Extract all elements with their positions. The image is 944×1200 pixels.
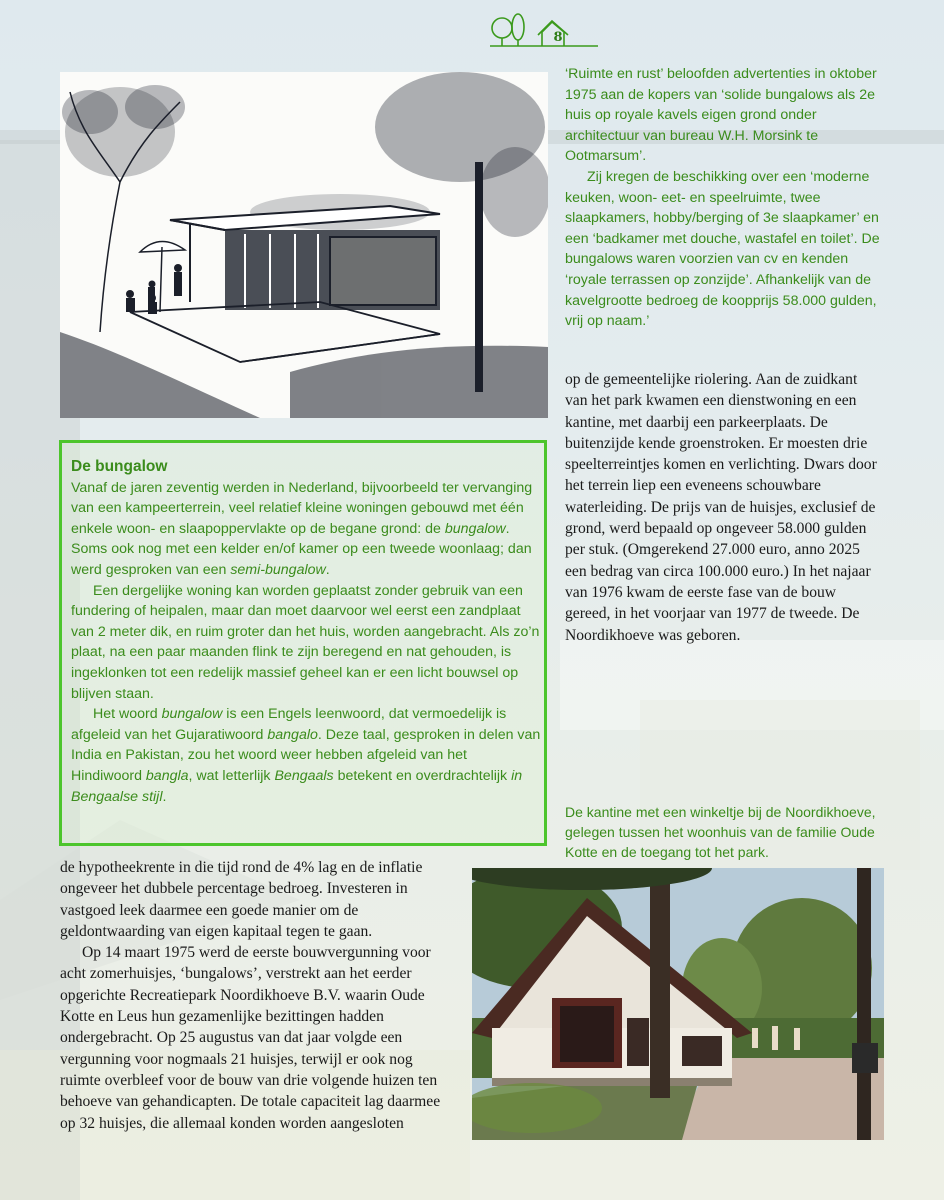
article-column-bottom	[60, 857, 452, 1134]
sidebar-title: De bungalow	[71, 458, 168, 475]
article-column-right	[565, 369, 883, 646]
article-paragraph: op de gemeentelijke riolering. Aan de zuidkant van het park kwamen een dienstwoning en een kantine, met daarbij een parkeerplaats. De buitenzijde kende groenstroken. Er moesten drie speelterreintjes komen en verlichting. Dwars door het terrein liep een eveneens schouwbare waterleiding. De prijs van de huisjes, exclusief de grond, werd bepaald op ongeveer 58.000 gulden per stuk. (Omgerekend 27.000 euro, anno 2025 een bedrag van circa 100.000 euro.) In het najaar van 1976 kwam de eerste fase van de bouw gereed, in het voorjaar van 1977 de tweede. De Noordikhoeve was geboren.	[565, 371, 877, 644]
bungalow-sketch-illustration	[60, 72, 548, 418]
kantine-photo	[472, 868, 884, 1140]
bungalow-sidebar-box	[59, 440, 547, 846]
sidebar-paragraph: Het woord bungalow is een Engels leenwoord, dat vermoedelijk is afgeleid van het Gujaratiwoord bangalo. Deze taal, gesproken in delen van India en Pakistan, zou het woord weer hebben afgeleid van het Hindiwoord bangla, wat letterlijk Bengaals betekent en overdrachtelijk in Bengaalse stijl.	[71, 706, 541, 805]
quote-paragraph: ‘Ruimte en rust’ beloofden advertenties in oktober 1975 aan de kopers van ‘solide bungalows als 2e huis op royale kavels eigen grond onder architectuur van bureau W.H. Morsink te Ootmarsum’.	[565, 66, 877, 165]
article-paragraph: Op 14 maart 1975 werd de eerste bouwvergunning voor acht zomerhuisjes, ‘bungalows’, verstrekt aan het eerder opgerichte Recreatiepark Noordikhoeve B.V. waarin Oude Kotte en Leus hun gezamenlijke bezittingen hadden ondergebracht. Op 25 augustus van dat jaar volgde een vergunning voor nogmaals 21 huisjes, terwijl er ook nog ruimte overbleef voor de bouw van drie volgende huizen ten behoeve van gehandicapten. De totale capaciteit lag daarmee op 32 huisjes, die allemaal konden worden aangesloten	[60, 944, 441, 1132]
quote-text	[565, 64, 883, 332]
article-paragraph: de hypotheekrente in die tijd rond de 4% lag en de inflatie ongeveer het dubbele percentage bedroeg. Investeren in vastgoed leek daarmee een goede manier om de geldontwaarding van eigen kapitaal tegen te gaan.	[60, 859, 423, 940]
photo-caption: De kantine met een winkeltje bij de Noordikhoeve, gelegen tussen het woonhuis van de familie Oude Kotte en de toegang tot het park.	[565, 804, 876, 860]
quote-paragraph: Zij kregen de beschikking over een ‘moderne keuken, woon- eet- en speelruimte, twee slaapkamers, hobby/berging of 3e slaapkamer’ en een ‘badkamer met douche, wastafel en toilet’. De bungalows waren voorzien van cv en kenden ‘royale terrassen op zonzijde’. Afhankelijk van de kavelgrootte bedroeg de koopprijs 58.000 gulden, vrij op naam.’	[565, 168, 880, 330]
sidebar-paragraph: Vanaf de jaren zeventig werden in Nederland, bijvoorbeeld ter vervanging van een kampeerterrein, veel relatief kleine woningen gebouwd met één enkele woon- en slaapoppervlakte op de begane grond: de bungalow. Soms ook nog met een kelder en/of kamer op een tweede woonlaag; dan werd gesproken van een semi-bungalow.	[71, 479, 533, 578]
page-number-emblem	[488, 10, 600, 52]
page-number: 8	[553, 30, 563, 45]
sidebar-paragraph: Een dergelijke woning kan worden geplaatst zonder gebruik van een fundering of heipalen, maar dan moet daarvoor wel eerst een zandplaat van 2 meter dik, en ruim groter dan het huis, worden aangebracht. Als zo’n plaat, na een paar maanden flink te zijn beregend en nat gehouden, is ingeklonken tot een redelijk massief geheel kan er een licht bouwsel op blijven staan.	[71, 582, 540, 702]
